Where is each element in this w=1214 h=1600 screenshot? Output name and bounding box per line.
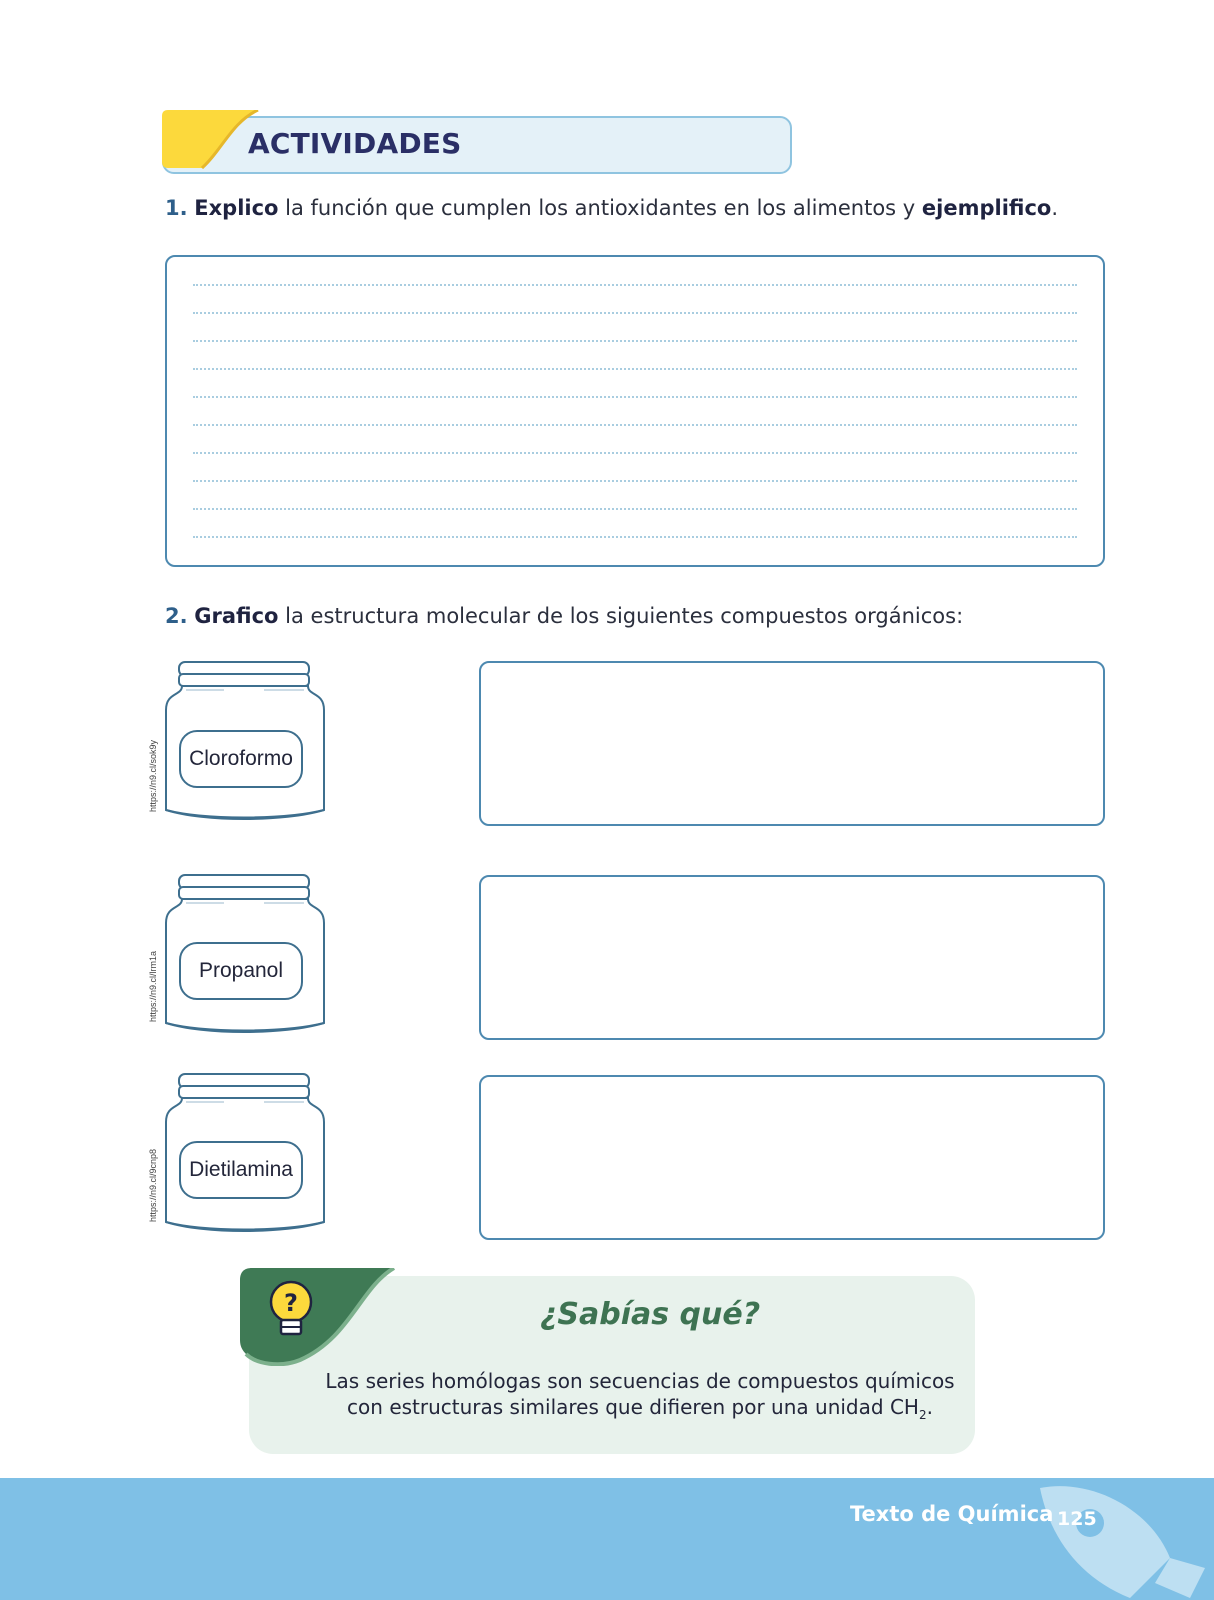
did-you-know-line-2: con estructuras similares que difieren por una unidad CH: [347, 1395, 919, 1419]
writing-line: [193, 424, 1077, 426]
question-number: 1.: [165, 196, 188, 220]
writing-line: [193, 340, 1077, 342]
source-url: https://n9.cl/sok9y: [148, 739, 158, 812]
writing-line: [193, 480, 1077, 482]
rocket-icon: [1020, 1478, 1210, 1600]
source-url: https://n9.cl/9cnp8: [148, 1148, 158, 1222]
question-text: la estructura molecular de los siguientes compuestos orgánicos:: [278, 604, 964, 628]
compound-label-dietilamina: Dietilamina: [179, 1141, 303, 1199]
did-you-know-line-1: Las series homólogas son secuencias de compuestos químicos: [325, 1369, 955, 1393]
drawing-box-cloroformo[interactable]: [479, 661, 1105, 826]
book-title: Texto de Química: [850, 1502, 1054, 1526]
did-you-know-tab-shape: [240, 1268, 400, 1366]
drawing-box-dietilamina[interactable]: [479, 1075, 1105, 1240]
compound-label-propanol: Propanol: [179, 942, 303, 1000]
svg-text:?: ?: [284, 1289, 298, 1317]
question-text: la función que cumplen los antioxidantes en los alimentos y: [278, 196, 922, 220]
question-verb: Grafico: [194, 604, 279, 628]
question-end: .: [1051, 196, 1059, 220]
writing-line: [193, 312, 1077, 314]
did-you-know-title: ¿Sabías qué?: [540, 1297, 761, 1332]
page-footer: [0, 1478, 1214, 1600]
writing-line: [193, 284, 1077, 286]
question-number: 2.: [165, 604, 188, 628]
section-title: ACTIVIDADES: [248, 127, 462, 160]
subscript: 2: [918, 1408, 927, 1422]
writing-line: [193, 536, 1077, 538]
writing-line: [193, 452, 1077, 454]
question-verb: Explico: [194, 196, 279, 220]
source-url: https://n9.cl/lrm1a: [148, 950, 158, 1022]
answer-writing-box[interactable]: [165, 255, 1105, 567]
page-number: 125: [1057, 1508, 1097, 1530]
writing-line: [193, 368, 1077, 370]
writing-line: [193, 396, 1077, 398]
question-2: [165, 604, 963, 628]
question-verb-2: ejemplifico: [921, 196, 1052, 220]
did-you-know-end: .: [926, 1395, 933, 1419]
writing-line: [193, 508, 1077, 510]
compound-label-cloroformo: Cloroformo: [179, 730, 303, 788]
question-1: [165, 196, 1058, 220]
lightbulb-icon: [266, 1280, 316, 1338]
drawing-box-propanol[interactable]: [479, 875, 1105, 1040]
did-you-know-text: [300, 1368, 980, 1428]
